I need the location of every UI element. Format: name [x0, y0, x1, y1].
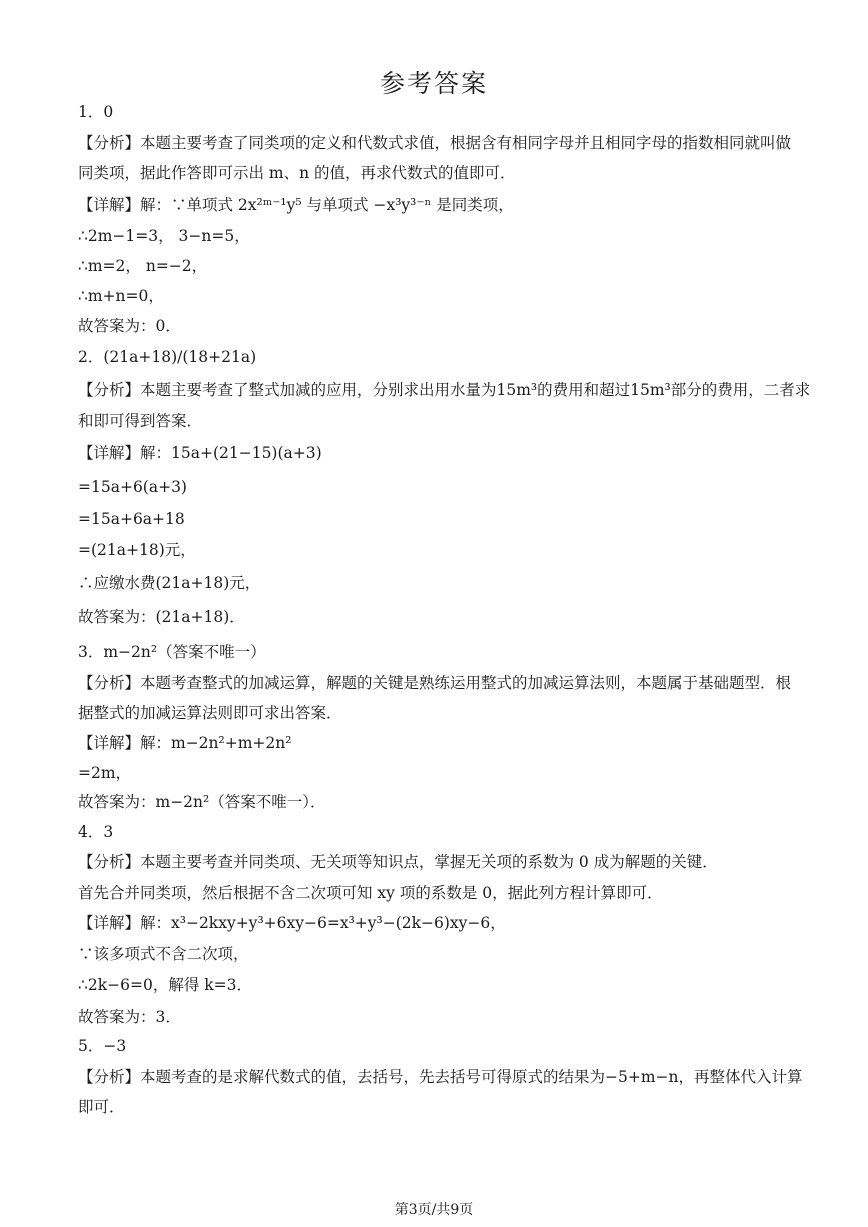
answer-2-step-2: =15a+6a+18 [78, 510, 185, 528]
answer-3-heading: 3．m−2n²（答案不唯一） [78, 643, 266, 661]
answer-2-step-1: =15a+6(a+3) [78, 478, 187, 496]
answer-1-analysis-cont: 同类项，据此作答即可示出 m、n 的值，再求代数式的值即可． [78, 164, 516, 182]
answer-1-step-1: ∴2m−1=3， 3−n=5， [78, 227, 250, 245]
answer-2-analysis-cont: 和即可得到答案． [78, 412, 203, 430]
answer-1-heading: 1．0 [78, 103, 114, 121]
answer-3-detail: 【详解】解：m−2n²+m+2n² [78, 734, 292, 752]
page-number: 第3页/共9页 [394, 1202, 474, 1218]
answer-4-step-1: ∵该多项式不含二次项， [78, 945, 249, 963]
answer-2-heading: 2．(21a+18)/(18+21a) [78, 348, 257, 366]
answer-2-detail: 【详解】解：15a+(21−15)(a+3) [78, 444, 322, 462]
answer-4-analysis: 【分析】本题主要考查并同类项、无关项等知识点，掌握无关项的系数为 0 成为解题的关键． [78, 853, 718, 871]
answer-1-step-2: ∴m=2， n=−2， [78, 257, 208, 275]
answer-4-detail: 【详解】解：x³−2kxy+y³+6xy−6=x³+y³−(2k−6)xy−6， [78, 914, 506, 932]
answer-4-step-2: ∴2k−6=0，解得 k=3． [78, 976, 252, 994]
answer-4-heading: 4．3 [78, 823, 114, 841]
answer-2-step-3: =(21a+18)元， [78, 541, 196, 559]
answer-1-analysis: 【分析】本题主要考查了同类项的定义和代数式求值，根据含有相同字母并且相同字母的指数相同就叫做 [78, 134, 792, 152]
answer-4-result: 故答案为：3． [78, 1008, 181, 1026]
answer-1-result: 故答案为：0． [78, 317, 181, 335]
answer-3-analysis-cont: 据整式的加减运算法则即可求出答案． [78, 704, 342, 722]
answer-3-analysis: 【分析】本题考查整式的加减运算，解题的关键是熟练运用整式的加减运算法则，本题属于基础题型．根 [78, 674, 792, 692]
answer-2-result: 故答案为：(21a+18)． [78, 608, 245, 626]
answer-3-step-1: =2m， [78, 764, 132, 782]
answer-2-step-4: ∴应缴水费(21a+18)元， [78, 574, 261, 592]
answer-5-heading: 5．−3 [78, 1037, 127, 1055]
answer-5-analysis-cont: 即可． [78, 1098, 125, 1116]
page-title: 参考答案 [379, 69, 488, 98]
answer-5-analysis: 【分析】本题考查的是求解代数式的值，去括号，先去括号可得原式的结果为−5+m−n，再整体代入计算 [78, 1068, 803, 1086]
answer-4-analysis-cont: 首先合并同类项，然后根据不含二次项可知 xy 项的系数是 0，据此列方程计算即可． [78, 884, 663, 902]
answer-3-result: 故答案为：m−2n²（答案不唯一）． [78, 793, 326, 811]
answer-2-analysis: 【分析】本题主要考查了整式加减的应用，分别求出用水量为15m³的费用和超过15m³部分的费用，二者求 [78, 381, 811, 399]
answer-1-detail: 【详解】解：∵单项式 2x²ᵐ⁻¹y⁵ 与单项式 −x³y³⁻ⁿ 是同类项， [78, 196, 514, 214]
answer-1-step-3: ∴m+n=0， [78, 287, 164, 305]
